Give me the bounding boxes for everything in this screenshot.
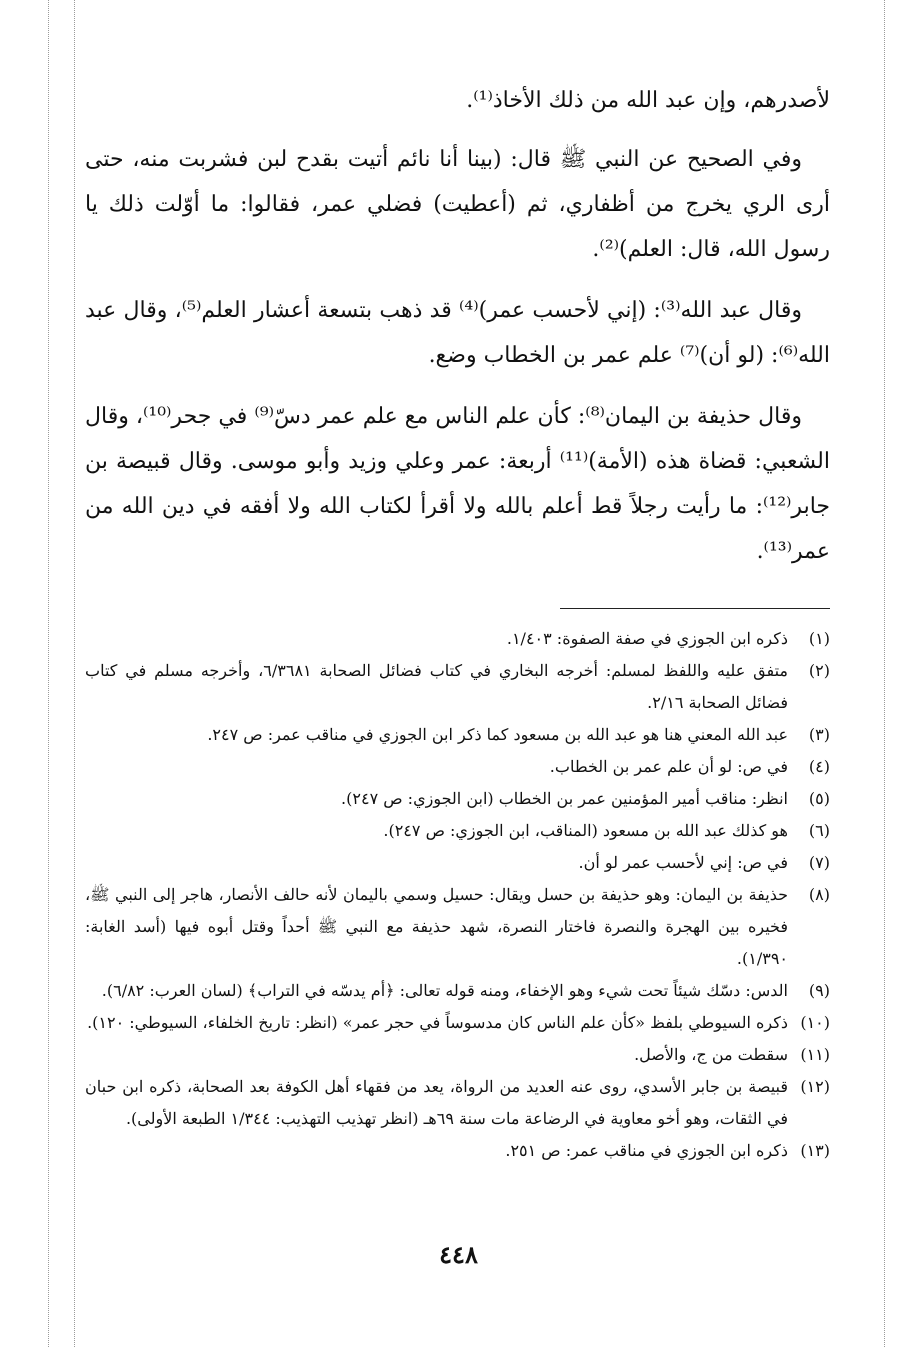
footnote-text: عبد الله المعني هنا هو عبد الله بن مسعود كما ذكر ابن الجوزي في مناقب عمر: ص ٢٤٧. [207, 725, 788, 744]
footnote-number: (٤) [808, 757, 830, 776]
scan-edge-left-inner [74, 0, 75, 1347]
paragraph-4 [85, 394, 830, 574]
footnote-text: هو كذلك عبد الله بن مسعود (المناقب، ابن الجوزي: ص ٢٤٧). [383, 821, 788, 840]
paragraph-4-text: وقال حذيفة بن اليمان⁽⁸⁾: كأن علم الناس مع علم عمر دسّ⁽⁹⁾ في جحر⁽¹⁰⁾، وقال الشعبي: قضاة هذه (الأمة)⁽¹¹⁾ أربعة: عمر وعلي وزيد وأبو موسى. وقال قبيصة بن جابر⁽¹²⁾: ما رأيت رجلاً قط أعلم بالله ولا أقرأ لكتاب الله ولا أفقه في دين الله من عمر⁽¹³⁾. [85, 404, 830, 564]
footnote-number: (١٢) [800, 1077, 830, 1096]
footnote-text: سقطت من ج، والأصل. [634, 1045, 788, 1064]
footnote-11 [85, 1039, 830, 1071]
footnote-number: (٥) [808, 789, 830, 808]
footnote-number: (١١) [800, 1045, 830, 1064]
scan-edge-right [884, 0, 885, 1347]
footnote-number: (٨) [808, 885, 830, 904]
footnote-number: (٣) [808, 725, 830, 744]
page-number: ٤٤٨ [439, 1240, 478, 1269]
footnote-number: (٢) [808, 661, 830, 680]
footnote-text: ذكره ابن الجوزي في مناقب عمر: ص ٢٥١. [505, 1141, 788, 1160]
footnote-5 [85, 783, 830, 815]
footnote-text: انظر: مناقب أمير المؤمنين عمر بن الخطاب (ابن الجوزي: ص ٢٤٧). [341, 789, 788, 808]
footnote-number: (١٠) [800, 1013, 830, 1032]
footnote-7 [85, 847, 830, 879]
footnote-text: متفق عليه واللفظ لمسلم: أخرجه البخاري في كتاب فضائل الصحابة ٦/٣٦٨١، وأخرجه مسلم في كتاب فضائل الصحابة ٢/١٦. [85, 661, 788, 712]
footnote-divider [560, 608, 830, 609]
footnote-text: في ص: إني لأحسب عمر لو أن. [578, 853, 788, 872]
footnote-text: الدس: دسّك شيئاً تحت شيء وهو الإخفاء، ومنه قوله تعالى: ﴿أم يدسّه في التراب﴾ (لسان العرب: ٦/٨٢). [101, 981, 788, 1000]
footnote-3 [85, 719, 830, 751]
footnote-6 [85, 815, 830, 847]
footnote-number: (٦) [808, 821, 830, 840]
footnote-text: في ص: لو أن علم عمر بن الخطاب. [549, 757, 788, 776]
footnote-2 [85, 655, 830, 719]
footnote-text: ذكره السيوطي بلفظ «كأن علم الناس كان مدسوساً في حجر عمر» (انظر: تاريخ الخلفاء، السيوطي: ١٢٠). [87, 1013, 788, 1032]
footnote-1 [85, 623, 830, 655]
footnote-number: (٩) [808, 981, 830, 1000]
footnote-text: قبيصة بن جابر الأسدي، روى عنه العديد من الرواة، يعد من فقهاء أهل الكوفة بعد الصحابة، ذكره ابن حبان في الثقات، وهو أخو معاوية في الرضاعة مات سنة ٦٩هـ (انظر تهذيب التهذيب: ١/٣٤٤ الطبعة الأولى). [85, 1077, 788, 1128]
footnote-text: حذيفة بن اليمان: وهو حذيفة بن حسل ويقال: حسيل وسمي باليمان لأنه حالف الأنصار، هاجر إلى النبي ﷺ، فخيره بين الهجرة والنصرة فاختار النصرة، شهد حذيفة مع النبي ﷺ أحداً وقتل أبوه فيها (أسد الغابة: ١/٣٩٠). [85, 885, 788, 968]
document-page [85, 78, 830, 1167]
footnote-8 [85, 879, 830, 975]
footnote-number: (١) [808, 629, 830, 648]
main-text [85, 78, 830, 574]
paragraph-3 [85, 288, 830, 378]
paragraph-2 [85, 137, 830, 272]
footnote-number: (١٣) [800, 1141, 830, 1160]
footnote-10 [85, 1007, 830, 1039]
footnote-4 [85, 751, 830, 783]
footnote-12 [85, 1071, 830, 1135]
footnote-number: (٧) [808, 853, 830, 872]
paragraph-1: لأصدرهم، وإن عبد الله من ذلك الأخاذ⁽¹⁾. [466, 88, 830, 113]
footnote-13 [85, 1135, 830, 1167]
scan-edge-left [48, 0, 49, 1347]
footnote-text: ذكره ابن الجوزي في صفة الصفوة: ١/٤٠٣. [506, 629, 788, 648]
paragraph-3-text: وقال عبد الله⁽³⁾: (إني لأحسب عمر)⁽⁴⁾ قد ذهب بتسعة أعشار العلم⁽⁵⁾، وقال عبد الله⁽⁶⁾: (لو أن)⁽⁷⁾ علم عمر بن الخطاب وضع. [85, 298, 830, 368]
footnote-9 [85, 975, 830, 1007]
paragraph-2-text: وفي الصحيح عن النبي ﷺ قال: (بينا أنا نائم أتيت بقدح لبن فشربت منه، حتى أرى الري يخرج من أظفاري، ثم (أعطيت) فضلي عمر، فقالوا: ما أوّلت ذلك يا رسول الله، قال: العلم)⁽²⁾. [85, 147, 830, 262]
footnotes [85, 623, 830, 1167]
